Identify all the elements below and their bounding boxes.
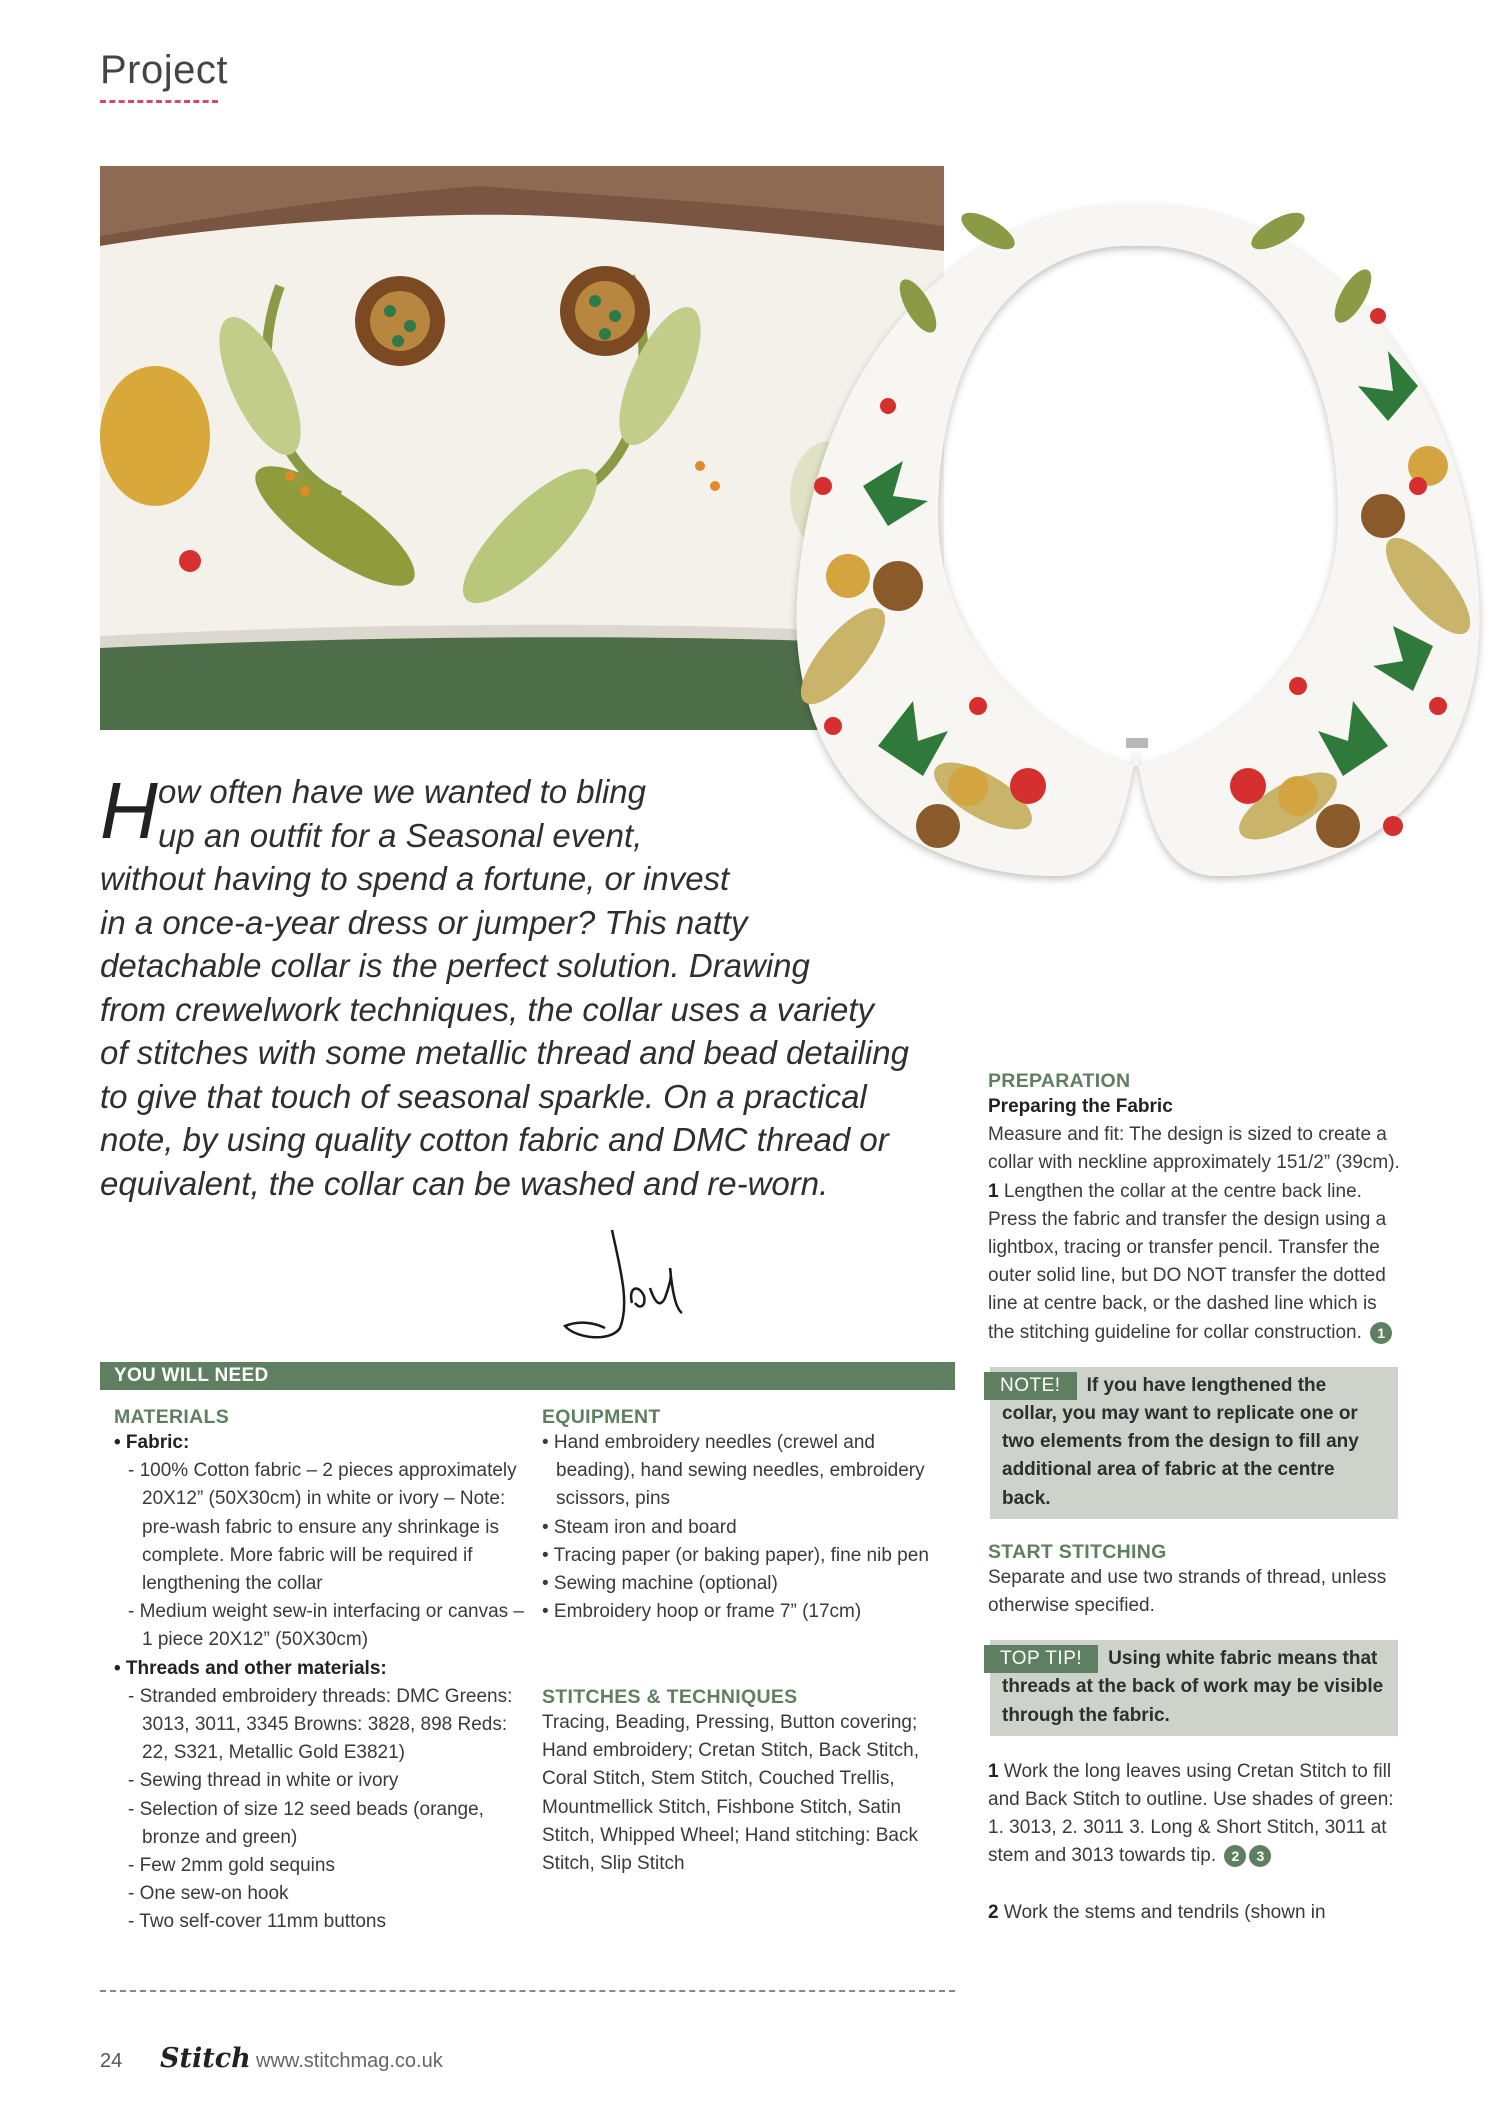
bottom-divider: [100, 1990, 955, 1992]
material-item: - 100% Cotton fabric – 2 pieces approximately 20X12” (50X30cm) in white or ivory – Note: pre-wash fabric to ensure any shrinkage is complete. More fabric will be required if lengthening the collar: [128, 1460, 517, 1595]
material-item: - Sewing thread in white or ivory: [128, 1770, 399, 1792]
prep-step-1: [988, 1178, 1406, 1347]
preparation-subheading: Preparing the Fabric: [988, 1096, 1173, 1117]
stitches-column: [542, 1686, 947, 1878]
intro-line: to give that touch of seasonal sparkle. On a practical: [100, 1077, 867, 1115]
intro-line: detachable collar is the perfect solution. Drawing: [100, 947, 810, 984]
equipment-item: • Tracing paper (or baking paper), fine nib pen: [542, 1544, 929, 1566]
note-box: [990, 1367, 1398, 1519]
step-1: [988, 1758, 1406, 1871]
preparation-heading: PREPARATION: [988, 1070, 1131, 1092]
note-tag: NOTE!: [984, 1372, 1077, 1400]
start-stitching-heading: START STITCHING: [988, 1540, 1167, 1563]
page-number: 24: [100, 2050, 123, 2072]
step-number: 1: [988, 1180, 999, 1202]
intro-line: equivalent, the collar can be washed and re-worn.: [100, 1164, 829, 1202]
materials-heading: MATERIALS: [114, 1406, 229, 1428]
section-underline: [100, 100, 218, 103]
materials-column: [114, 1406, 532, 1937]
editor-signature: [520, 1208, 792, 1344]
equipment-item: • Embroidery hoop or frame 7” (17cm): [542, 1601, 862, 1623]
start-text: Separate and use two strands of thread, unless otherwise specified.: [988, 1566, 1387, 1617]
stitches-heading: STITCHES & TECHNIQUES: [542, 1686, 798, 1708]
equipment-heading: EQUIPMENT: [542, 1406, 661, 1428]
intro-line: from crewelwork techniques, the collar uses a variety: [100, 990, 874, 1028]
instructions-column: [988, 1070, 1406, 1927]
note-text: If you have lengthened the collar, you may want to replicate one or two elements from the design to fill any additional area of fabric at the centre back.: [1002, 1374, 1359, 1509]
material-item: - Selection of size 12 seed beads (orange, bronze and green): [128, 1798, 484, 1848]
material-item: - Few 2mm gold sequins: [128, 1855, 335, 1877]
material-item: - Two self-cover 11mm buttons: [128, 1911, 387, 1933]
figure-badge: 1: [1370, 1322, 1392, 1344]
intro-line: of stitches with some metallic thread and bead detailing: [100, 1034, 909, 1071]
top-tip-tag: TOP TIP!: [984, 1645, 1098, 1673]
section-label: Project: [100, 48, 228, 92]
intro-line: without having to spend a fortune, or invest: [100, 860, 730, 897]
material-item: - Medium weight sew-in interfacing or canvas – 1 piece 20X12” (50X30cm): [128, 1601, 525, 1651]
step-text: Work the long leaves using Cretan Stitch to fill and Back Stitch to outline. Use shades of green: 1. 3013, 2. 3011 3. Long & Short Stitch, 3011 at stem and 3013 towards tip.: [988, 1760, 1394, 1867]
step-text: Work the stems and tendrils (shown in: [998, 1901, 1326, 1923]
magazine-url[interactable]: www.stitchmag.co.uk: [256, 2050, 443, 2072]
equipment-item: • Hand embroidery needles (crewel and beading), hand sewing needles, embroidery scissors, pins: [542, 1432, 925, 1510]
step-number: 2: [988, 1901, 999, 1923]
equipment-item: • Steam iron and board: [542, 1516, 737, 1538]
step-2: [988, 1899, 1406, 1927]
step-number: 1: [988, 1760, 999, 1782]
measure-text: Measure and fit: The design is sized to create a collar with neckline approximately 151/2” (39cm).: [988, 1124, 1400, 1174]
fabric-label: • Fabric:: [114, 1432, 190, 1453]
step-text: Lengthen the collar at the centre back line. Press the fabric and transfer the design using a lightbox, tracing or transfer pencil. Transfer the outer solid line, but DO NOT transfer the dotted line at centre back, or the dashed line which is the stitching guideline for collar construction.: [988, 1180, 1387, 1343]
threads-label: • Threads and other materials:: [114, 1657, 387, 1679]
material-item: - Stranded embroidery threads: DMC Greens: 3013, 3011, 3345 Browns: 3828, 898 Reds: 22, S321, Metallic Gold E3821): [128, 1685, 513, 1764]
figure-badge: 2: [1224, 1845, 1246, 1867]
material-item: - One sew-on hook: [128, 1883, 289, 1905]
drop-cap: H: [100, 766, 158, 855]
you-will-need-bar: YOU WILL NEED: [100, 1362, 955, 1390]
intro-paragraph: [100, 766, 950, 1205]
intro-line: note, by using quality cotton fabric and DMC thread or: [100, 1121, 889, 1158]
stitches-text: Tracing, Beading, Pressing, Button covering; Hand embroidery; Cretan Stitch, Back Stitch, Coral Stitch, Stem Stitch, Couched Trellis, Mountmellick Stitch, Fishbone Stitch, Satin Stitch, Whipped Wheel; Hand stitching: Back Stitch, Slip Stitch: [542, 1712, 919, 1875]
equipment-item: • Sewing machine (optional): [542, 1573, 778, 1595]
top-tip-box: [990, 1640, 1398, 1736]
intro-line: in a once-a-year dress or jumper? This natty: [100, 903, 748, 941]
intro-line: up an outfit for a Seasonal event,: [158, 816, 643, 854]
top-tip-text: Using white fabric means that threads at the back of work may be visible through the fabric.: [1002, 1648, 1384, 1726]
equipment-column: [542, 1406, 947, 1626]
intro-line: ow often have we wanted to bling: [158, 773, 646, 810]
magazine-logo: Stitch: [160, 2043, 251, 2074]
figure-badge: 3: [1249, 1845, 1271, 1867]
